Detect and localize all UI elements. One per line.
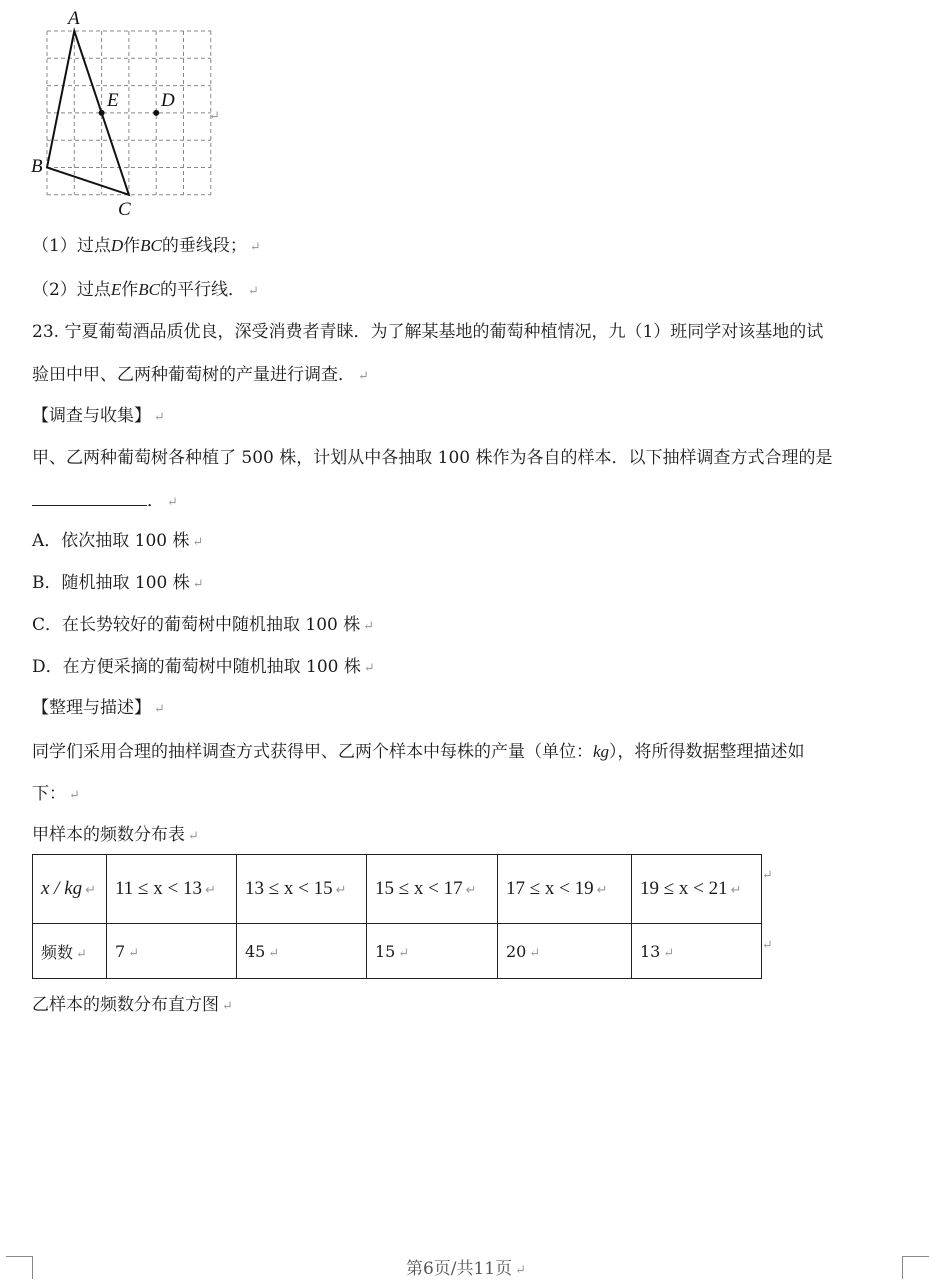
- dashed-grid: [47, 31, 211, 195]
- return-mark: ↵: [762, 938, 773, 953]
- return-mark: ↵: [529, 945, 541, 961]
- item-1-point: D: [110, 236, 124, 255]
- q23-intro-line-1: 23. 宁夏葡萄酒品质优良，深受消费者青睐．为了解某基地的葡萄种植情况，九（1）班同学对该基地的试: [32, 322, 824, 342]
- section-heading-collect: 【调查与收集】 ↵: [32, 406, 165, 426]
- grid-triangle-figure: [28, 0, 228, 222]
- option-d: D．在方便采摘的葡萄树中随机抽取 100 株 ↵: [32, 657, 375, 677]
- item-2-prefix: （2）过点: [32, 280, 111, 300]
- section-heading-describe: 【整理与描述】 ↵: [32, 698, 165, 718]
- table-header-row: [33, 855, 762, 924]
- return-mark: ↵: [363, 619, 375, 634]
- item-2-mid: 作: [121, 280, 139, 300]
- return-mark: ↵: [249, 240, 261, 255]
- option-a: A．依次抽取 100 株 ↵: [32, 531, 204, 551]
- value-cell: 13 ↵: [632, 924, 762, 979]
- item-1-mid: 作: [123, 236, 141, 256]
- q22-item-1: [32, 235, 261, 259]
- point-d: [153, 110, 159, 116]
- describe-line-1: 同学们采用合理的抽样调查方式获得甲、乙两个样本中每株的产量（单位：kg），将所得数据整理描述如: [32, 742, 805, 762]
- q22-item-2: [32, 279, 259, 303]
- collect-text: 甲、乙两种葡萄树各种植了 500 株，计划从中各抽取 100 株作为各自的样本．以下抽样调查方式合理的是: [32, 448, 833, 468]
- return-mark: ↵: [85, 882, 97, 897]
- return-mark: ↵: [69, 788, 80, 803]
- item-1-prefix: （1）过点: [32, 236, 111, 256]
- item-2-suffix: 的平行线．: [159, 280, 245, 300]
- value-cell: 7 ↵: [107, 924, 237, 979]
- label-b: B: [31, 156, 43, 177]
- point-e: [99, 110, 105, 116]
- answer-blank[interactable]: [32, 489, 147, 506]
- value-cell: 45 ↵: [237, 924, 367, 979]
- answer-blank-line: ． ↵: [32, 489, 178, 514]
- header-cell: 19 ≤ x < 21 ↵: [632, 855, 762, 924]
- return-mark: ↵: [192, 577, 204, 592]
- header-cell: 11 ≤ x < 13 ↵: [107, 855, 237, 924]
- item-1-segment: BC: [140, 236, 162, 255]
- table-value-row: [33, 924, 762, 979]
- return-mark: ↵: [154, 410, 165, 425]
- return-mark: ↵: [128, 945, 140, 961]
- return-mark: ↵: [730, 882, 742, 897]
- header-cell: x / kg ↵: [33, 855, 107, 924]
- option-b: B．随机抽取 100 株 ↵: [32, 573, 204, 593]
- page-footer: 第6页/共11页 ↵: [405, 1259, 527, 1279]
- return-mark: ↵: [247, 284, 259, 299]
- item-2-point: E: [110, 280, 122, 299]
- header-cell: 15 ≤ x < 17 ↵: [367, 855, 498, 924]
- q23-intro-line-2: 验田中甲、乙两种葡萄树的产量进行调查． ↵: [32, 365, 369, 385]
- frequency-table: [32, 854, 762, 979]
- row-label-cell: 频数 ↵: [33, 924, 107, 979]
- option-c: C．在长势较好的葡萄树中随机抽取 100 株 ↵: [32, 615, 375, 635]
- return-mark: ↵: [192, 535, 204, 550]
- unit-kg: kg: [593, 742, 610, 761]
- return-mark: ↵: [209, 109, 220, 124]
- label-e: E: [107, 90, 119, 111]
- table-title: 甲样本的频数分布表 ↵: [32, 825, 199, 845]
- return-mark: ↵: [335, 882, 347, 897]
- return-mark: ↵: [762, 868, 773, 883]
- return-mark: ↵: [167, 495, 178, 510]
- header-cell: 17 ≤ x < 19 ↵: [498, 855, 632, 924]
- return-mark: ↵: [596, 882, 608, 897]
- value-cell: 20 ↵: [498, 924, 632, 979]
- return-mark: ↵: [204, 882, 216, 897]
- return-mark: ↵: [363, 661, 375, 676]
- return-mark: ↵: [465, 882, 477, 897]
- triangle-abc: [47, 31, 129, 195]
- return-mark: ↵: [663, 945, 675, 961]
- header-cell: 13 ≤ x < 15 ↵: [237, 855, 367, 924]
- return-mark: ↵: [268, 945, 280, 961]
- return-mark: ↵: [515, 1263, 527, 1278]
- return-mark: ↵: [222, 999, 233, 1014]
- value-cell: 15 ↵: [367, 924, 498, 979]
- return-mark: ↵: [398, 945, 410, 961]
- return-mark: ↵: [358, 369, 369, 384]
- item-2-segment: BC: [138, 280, 160, 299]
- label-c: C: [118, 199, 131, 220]
- return-mark: ↵: [76, 946, 87, 962]
- return-mark: ↵: [154, 702, 165, 717]
- item-1-suffix: 的垂线段；: [161, 236, 247, 256]
- describe-line-2: 下： ↵: [32, 784, 80, 804]
- histogram-title: 乙样本的频数分布直方图 ↵: [32, 995, 233, 1015]
- return-mark: ↵: [188, 829, 199, 844]
- label-a: A: [68, 8, 80, 29]
- label-d: D: [161, 90, 175, 111]
